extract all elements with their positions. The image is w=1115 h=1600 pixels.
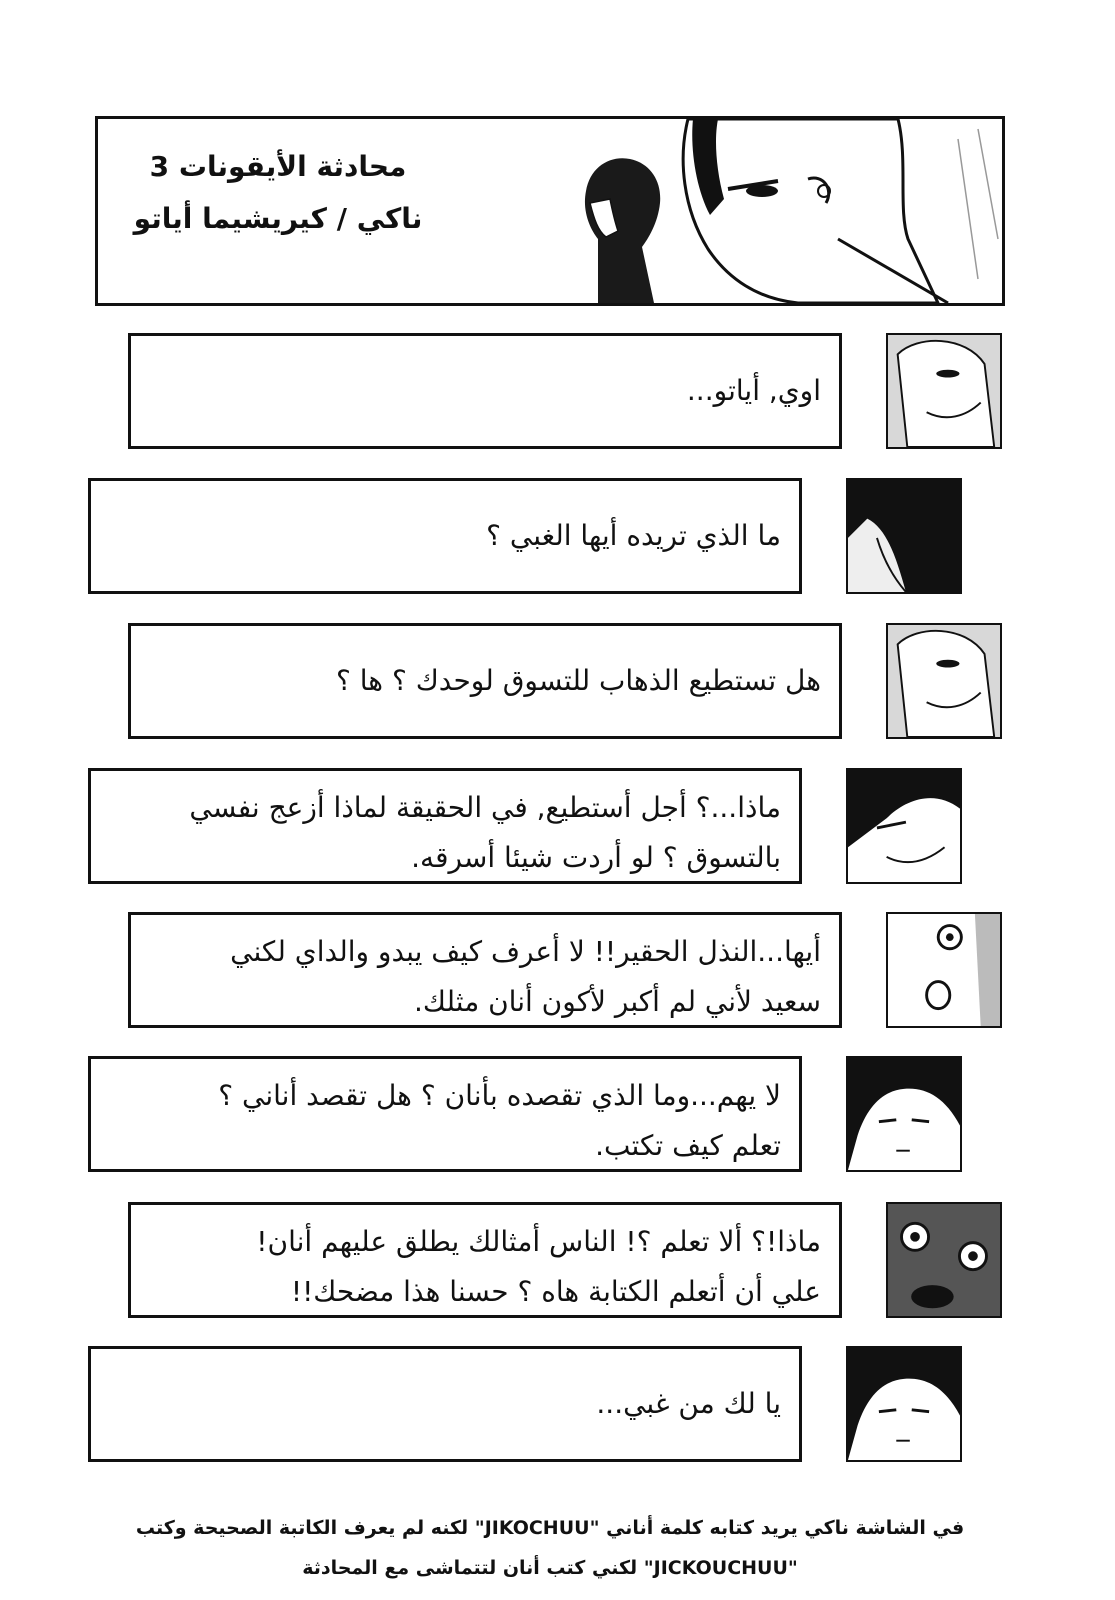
message-bubble [88, 1346, 802, 1462]
message-bubble [88, 1056, 802, 1172]
ayato-avatar [846, 1346, 962, 1462]
message-bubble [128, 333, 842, 449]
header-artwork [478, 119, 1005, 303]
translator-footnote [100, 1508, 1000, 1588]
message-bubble [128, 623, 842, 739]
ayato-avatar [846, 768, 962, 884]
message-text-line: بالتسوق ؟ لو أردت شيئا أسرقه. [411, 841, 781, 874]
header-title: محادثة الأيقونات 3 [149, 150, 407, 183]
message-text-line: علي أن أتعلم الكتابة هاه ؟ حسنا هذا مضحك!! [290, 1275, 821, 1308]
naki-avatar [886, 623, 1002, 739]
message-bubble [128, 912, 842, 1028]
message-text: هل تستطيع الذهاب للتسوق لوحدك ؟ ها ؟ [336, 664, 821, 697]
header-subtitle: ناكي / كيريشيما أياتو [133, 202, 423, 235]
message-text-line: أيها...النذل الحقير!! لا أعرف كيف يبدو والداي لكني [230, 935, 821, 968]
message-bubble [88, 768, 802, 884]
message-bubble [128, 1202, 842, 1318]
naki-angry-avatar [886, 912, 1002, 1028]
naki-shocked-avatar [886, 1202, 1002, 1318]
header-text [128, 141, 428, 245]
message-text: اوي, أياتو... [686, 374, 821, 407]
ayato-avatar [846, 1056, 962, 1172]
message-text-line: ماذا...؟ أجل أستطيع, في الحقيقة لماذا أزعج نفسي [189, 791, 781, 824]
ayato-avatar [846, 478, 962, 594]
message-text: ما الذي تريده أيها الغبي ؟ [486, 519, 781, 552]
message-text-line: سعيد لأني لم أكبر لأكون أنان مثلك. [414, 985, 821, 1018]
message-text: يا لك من غبي... [596, 1387, 781, 1420]
message-text-line: تعلم كيف تكتب. [595, 1129, 781, 1162]
naki-avatar [886, 333, 1002, 449]
message-text-line: ماذا!؟ ألا تعلم ؟! الناس أمثالك يطلق عليهم أنان! [256, 1225, 821, 1258]
message-bubble [88, 478, 802, 594]
header-panel [95, 116, 1005, 306]
footnote-line: "JICKOUCHUU" لكني كتب أنان لتتماشى مع المحادثة [302, 1557, 798, 1579]
message-text-line: لا يهم...وما الذي تقصده بأنان ؟ هل تقصد أناني ؟ [218, 1079, 781, 1112]
header-characters-illustration [478, 119, 1005, 303]
footnote-line: في الشاشة ناكي يريد كتابه كلمة أناني "JIKOCHUU" لكنه لم يعرف الكاتبة الصحيحة وكتب [135, 1517, 965, 1539]
